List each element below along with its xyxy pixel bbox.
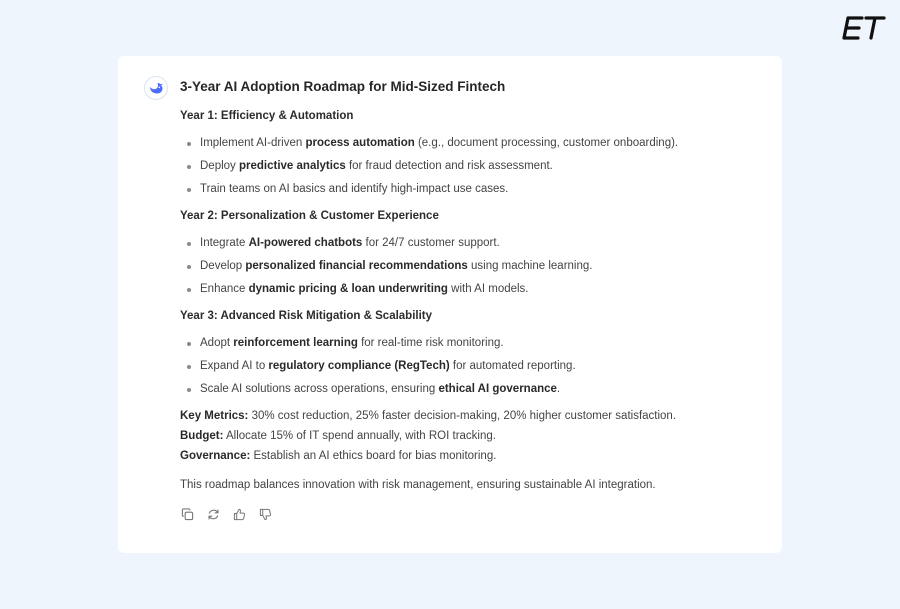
- section-heading: Year 3: Advanced Risk Mitigation & Scalability: [180, 310, 433, 322]
- list-item-text: for 24/7 customer support.: [362, 237, 500, 249]
- chat-response-card: [118, 56, 782, 553]
- list-item: [180, 259, 752, 274]
- bullet-list: [180, 336, 752, 397]
- regenerate-icon[interactable]: [206, 507, 220, 521]
- whale-icon: [148, 81, 164, 95]
- list-item: [180, 236, 752, 251]
- list-item-emphasis: reinforcement learning: [233, 337, 358, 349]
- section-heading: Year 2: Personalization & Customer Experience: [180, 210, 439, 222]
- list-item-emphasis: predictive analytics: [239, 160, 346, 172]
- metric-text: Establish an AI ethics board for bias monitoring.: [250, 450, 497, 462]
- thumbs-down-icon[interactable]: [258, 507, 272, 521]
- list-item-text: Scale AI solutions across operations, ensuring: [200, 383, 439, 395]
- list-item-text: with AI models.: [447, 283, 529, 295]
- response-title: 3-Year AI Adoption Roadmap for Mid-Sized Fintech: [180, 79, 506, 94]
- list-item-text: for fraud detection and risk assessment.: [345, 160, 553, 172]
- list-item-text: for automated reporting.: [449, 360, 576, 372]
- list-item-emphasis: ethical AI governance: [438, 383, 557, 395]
- list-item-text: Expand AI to: [200, 360, 269, 372]
- copy-icon[interactable]: [180, 507, 194, 521]
- list-item-text: for real-time risk monitoring.: [357, 337, 504, 349]
- list-item-emphasis: AI-powered chatbots: [248, 237, 363, 249]
- metric-label: Key Metrics:: [180, 410, 249, 422]
- list-item-text: .: [556, 383, 561, 395]
- list-item: [180, 282, 752, 297]
- list-item: [180, 159, 752, 174]
- list-item-text: Implement AI-driven: [200, 137, 306, 149]
- list-item-text: Develop: [200, 260, 246, 272]
- list-item: [180, 382, 752, 397]
- list-item-text: Enhance: [200, 283, 249, 295]
- metric-text: 30% cost reduction, 25% faster decision-making, 20% higher customer satisfaction.: [248, 410, 677, 422]
- list-item: [180, 182, 752, 197]
- metric-label: Governance:: [180, 450, 251, 462]
- list-item: [180, 359, 752, 374]
- list-item-emphasis: process automation: [305, 137, 415, 149]
- list-item-emphasis: dynamic pricing & loan underwriting: [248, 283, 448, 295]
- section-heading: Year 1: Efficiency & Automation: [180, 110, 354, 122]
- list-item-text: Adopt: [200, 337, 234, 349]
- list-item-emphasis: personalized financial recommendations: [245, 260, 468, 272]
- list-item-text: Integrate: [200, 237, 249, 249]
- list-item: [180, 136, 752, 151]
- metric-label: Budget:: [180, 430, 224, 442]
- assistant-avatar: [144, 76, 168, 100]
- list-item-emphasis: regulatory compliance (RegTech): [268, 360, 450, 372]
- bullet-list: [180, 136, 752, 197]
- metric-line: [180, 429, 752, 444]
- list-item-text: Train teams on AI basics and identify high-impact use cases.: [200, 183, 509, 195]
- response-content: [180, 78, 752, 521]
- roadmap-sections: [180, 108, 752, 397]
- metric-line: [180, 409, 752, 424]
- closing-text: This roadmap balances innovation with risk management, ensuring sustainable AI integration.: [180, 479, 656, 491]
- response-actions: [180, 507, 752, 521]
- thumbs-up-icon[interactable]: [232, 507, 246, 521]
- metrics-block: [180, 409, 752, 464]
- list-item-text: (e.g., document processing, customer onboarding).: [414, 137, 679, 149]
- bullet-list: [180, 236, 752, 297]
- list-item-text: Deploy: [200, 160, 239, 172]
- metric-line: [180, 449, 752, 464]
- list-item-text: using machine learning.: [467, 260, 593, 272]
- metric-text: Allocate 15% of IT spend annually, with ROI tracking.: [223, 430, 496, 442]
- et-logo: [842, 14, 886, 42]
- list-item: [180, 336, 752, 351]
